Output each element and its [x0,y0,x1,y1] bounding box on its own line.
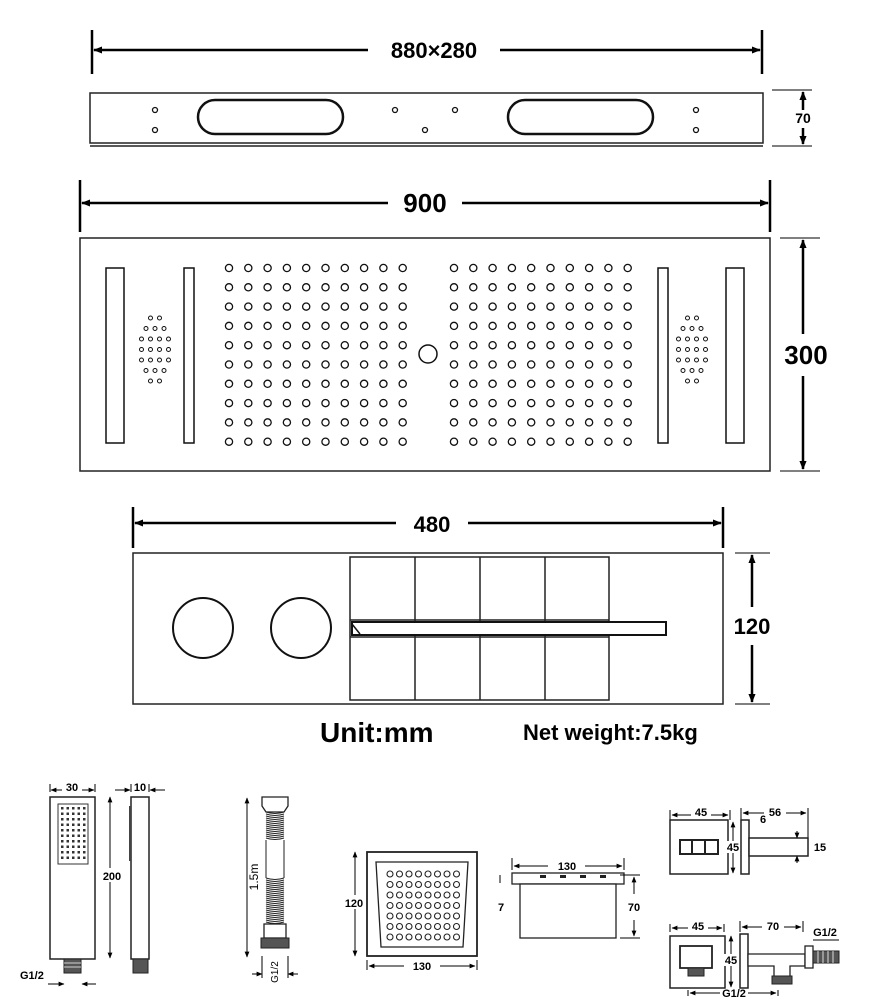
hose-length-label: 1.5m [247,863,261,891]
hose-drawing [247,797,298,983]
weight-note: Net weight:7.5kg [523,720,698,745]
holder-height-label: 45 [724,955,738,967]
control-view [133,507,770,704]
holder-thread-right-label: G1/2 [813,927,837,939]
handshower-width-label: 30 [65,782,79,794]
panel-width-label: 900 [403,188,447,218]
control-height-label: 120 [733,614,771,639]
control-width-label: 480 [413,512,451,537]
panel-height-label: 300 [784,340,828,370]
body-jet-side-width-label: 130 [557,861,577,873]
body-jet-width-label: 130 [412,961,432,973]
body-jet-drawing [342,852,640,973]
unit-note: Unit:mm [320,717,434,748]
top-view [90,30,812,146]
outlet-length-label: 56 [768,807,782,819]
holder-face-label: 45 [691,921,705,933]
outlet-drawing [670,806,826,874]
handshower-thread-label: G1/2 [20,970,44,982]
handshower-drawing [20,781,165,984]
outlet-pipe-label: 15 [813,842,827,854]
outlet-height-label: 45 [726,842,740,854]
body-jet-height-label: 120 [344,898,364,910]
holder-thread-left-label: G1/2 [722,988,746,1000]
body-jet-flange-label: 7 [497,902,505,914]
handshower-depth-label: 10 [133,782,147,794]
holder-length-label: 70 [766,921,780,933]
hose-thread-label: G1/2 [270,961,281,983]
outlet-face-label: 45 [694,807,708,819]
panel-view [80,180,828,471]
outlet-small-label: 6 [759,814,767,826]
body-jet-side-depth-label: 70 [627,902,641,914]
top-height-label: 70 [795,110,811,126]
handshower-length-label: 200 [102,871,122,883]
holder-drawing [670,920,839,1000]
top-width-label: 880×280 [390,38,478,63]
